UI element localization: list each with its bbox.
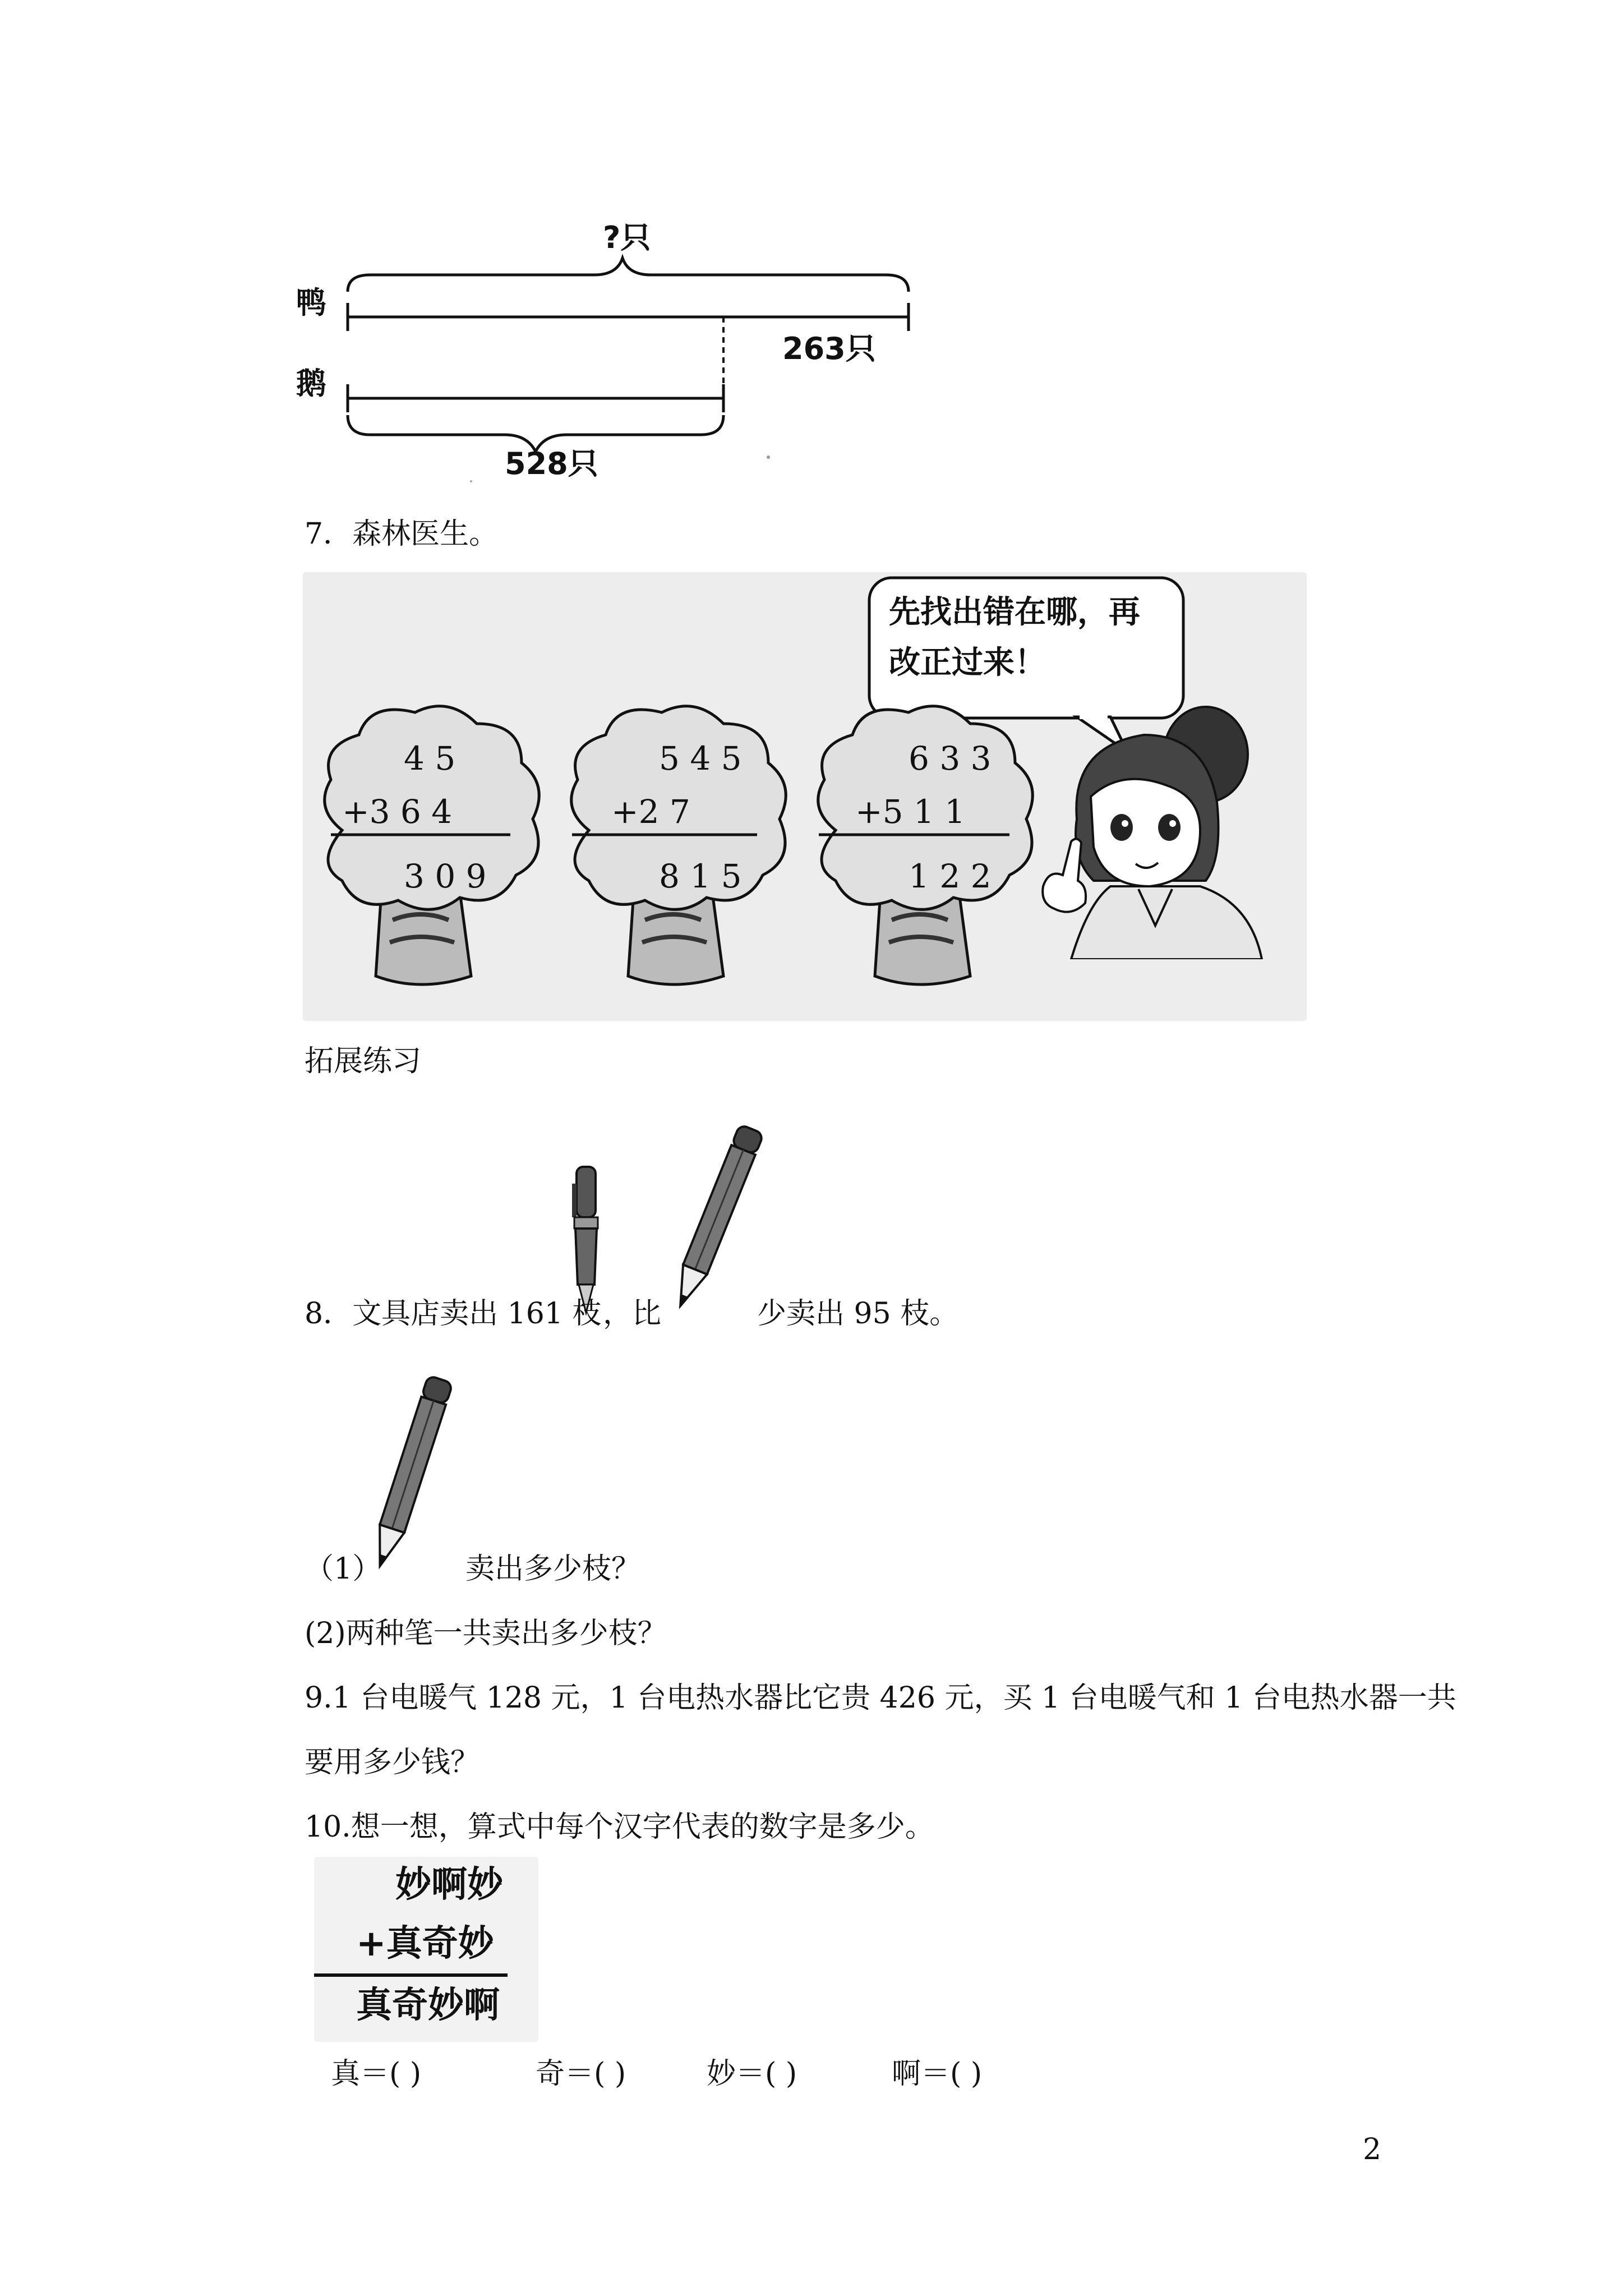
answer-qi[interactable]: 奇＝( ): [536, 2057, 626, 2091]
pencil-icon: [365, 1369, 454, 1582]
answer-zhen[interactable]: 真＝( ): [331, 2057, 422, 2091]
tree-1-sum: 3 0 9: [404, 857, 487, 895]
tree-3-sum: 1 2 2: [909, 857, 992, 895]
puzzle-row-3: 真奇妙啊: [356, 1985, 500, 2026]
question-8-sub1-number: （1）: [305, 1552, 382, 1586]
tree-2-sum: 8 1 5: [659, 857, 742, 895]
duck-label: 鸭: [296, 285, 326, 320]
goose-label: 鹅: [296, 366, 326, 401]
question-8-sub1-text: 卖出多少枝？: [465, 1552, 641, 1586]
tree-1-addend-2: +3 6 4: [342, 793, 453, 831]
question-8-text-c: 少卖出 95 枝。: [757, 1297, 959, 1331]
answer-miao[interactable]: 妙＝( ): [707, 2057, 797, 2091]
tree-1-addend-1: 4 5: [404, 739, 456, 777]
goose-value-label: 528只: [505, 446, 598, 481]
puzzle-row-2: +真奇妙: [356, 1923, 494, 1964]
puzzle-row-1: 妙啊妙: [395, 1864, 503, 1906]
speech-line-1: 先找出错在哪，再: [889, 594, 1140, 631]
pencil-icon: [667, 1116, 763, 1324]
tree-3-addend-2: +5 1 1: [855, 793, 966, 831]
girl-illustration: [1038, 701, 1279, 959]
total-label: ?只: [603, 220, 651, 255]
tree-2-addend-2: +2 7: [611, 793, 690, 831]
speech-line-2: 改正过来！: [889, 645, 1046, 681]
question-10-title: 10.想一想，算式中每个汉字代表的数字是多少。: [305, 1810, 934, 1844]
tree-3-addend-1: 6 3 3: [909, 739, 992, 777]
question-8-text-b: ，比: [603, 1297, 662, 1331]
question-8-sub2: (2)两种笔一共卖出多少枝？: [305, 1617, 667, 1650]
page-number: 2: [1363, 2133, 1382, 2166]
question-7-title: 7．森林医生。: [305, 517, 499, 551]
answer-a[interactable]: 啊＝( ): [892, 2057, 983, 2091]
question-9-line-2: 要用多少钱？: [305, 1746, 480, 1779]
fountain-pen-icon: [566, 1161, 606, 1318]
puzzle-divider: [314, 1973, 508, 1977]
tree-2-addend-1: 5 4 5: [659, 739, 742, 777]
diff-label: 263只: [782, 331, 876, 366]
question-9-line-1: 9.1 台电暖气 128 元，1 台电热水器比它贵 426 元，买 1 台电暖气和 1 台电热水器一共: [305, 1681, 1456, 1715]
question-8-text-a: 8．文具店卖出 161 枝: [305, 1297, 602, 1331]
section-title-extension: 拓展练习: [305, 1045, 422, 1078]
